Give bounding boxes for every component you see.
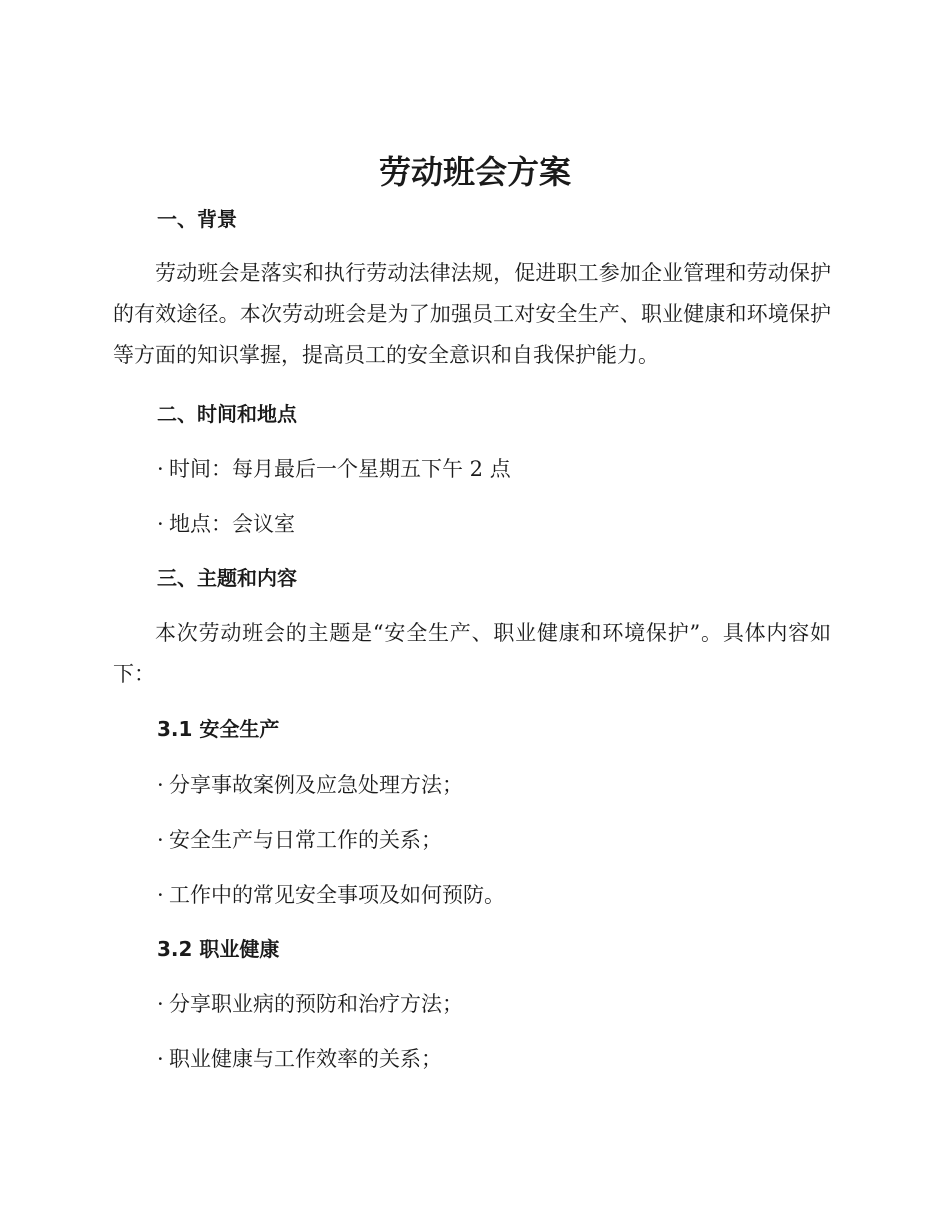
list-item: · 安全生产与日常工作的关系；	[157, 825, 442, 855]
theme-paragraph: 本次劳动班会的主题是“安全生产、职业健康和环境保护”。具体内容如下：	[113, 621, 831, 686]
bullet-icon: ·	[157, 883, 164, 907]
list-item: · 分享事故案例及应急处理方法；	[157, 770, 463, 800]
list-item: · 职业健康与工作效率的关系；	[157, 1044, 442, 1074]
bullet-icon: ·	[157, 992, 164, 1016]
subsection-heading-safety: 3.1 安全生产	[157, 717, 280, 741]
list-item: · 工作中的常见安全事项及如何预防。	[157, 880, 505, 910]
bullet-icon: ·	[157, 828, 164, 852]
bullet-icon: ·	[157, 773, 164, 797]
background-paragraph: 劳动班会是落实和执行劳动法律法规，促进职工参加企业管理和劳动保护的有效途径。本次劳动班会是为了加强员工对安全生产、职业健康和环境保护等方面的知识掌握，提高员工的安全意识和自我保护能力。	[113, 261, 831, 367]
list-item-place: · 地点：会议室	[157, 509, 295, 539]
section-heading-theme: 三、主题和内容	[157, 566, 297, 590]
section-heading-background: 一、背景	[157, 207, 237, 231]
section-heading-time-place: 二、时间和地点	[157, 402, 297, 426]
bullet-icon: ·	[157, 457, 164, 481]
list-item-time: · 时间：每月最后一个星期五下午 2 点	[157, 454, 511, 484]
bullet-icon: ·	[157, 512, 164, 536]
document-title: 劳动班会方案	[378, 153, 571, 191]
subsection-heading-health: 3.2 职业健康	[157, 937, 280, 961]
bullet-icon: ·	[157, 1047, 164, 1071]
list-item: · 分享职业病的预防和治疗方法；	[157, 989, 463, 1019]
